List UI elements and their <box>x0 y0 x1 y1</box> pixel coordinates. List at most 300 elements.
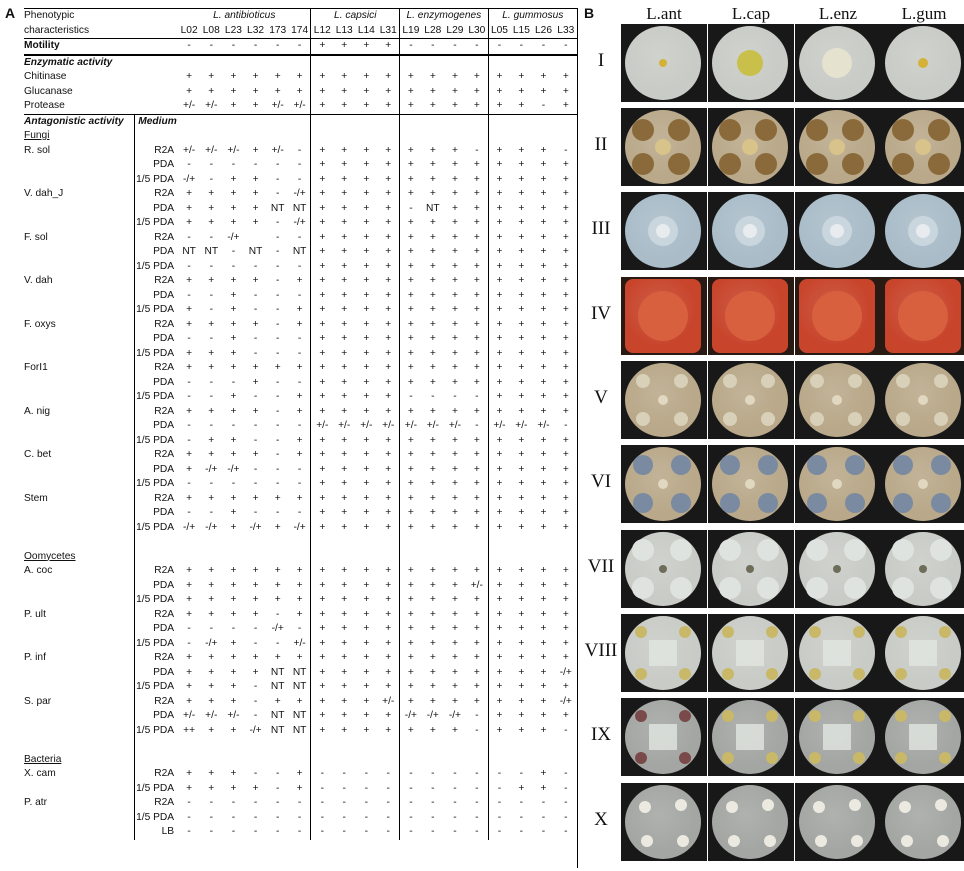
colony <box>939 626 951 638</box>
inhibition-halo <box>755 119 777 141</box>
table-cell: + <box>385 565 392 576</box>
table-cell: - <box>253 463 258 475</box>
table-cell: + <box>518 391 525 402</box>
empty-cell <box>244 55 266 71</box>
agar-plate <box>885 785 961 859</box>
colony <box>845 493 865 513</box>
medium-cell: PDA <box>135 666 178 681</box>
table-cell: + <box>540 478 547 489</box>
table-cell: + <box>311 216 333 231</box>
table-cell: + <box>562 594 569 605</box>
table-cell: + <box>429 463 436 475</box>
table-cell: + <box>363 391 370 402</box>
table-cell: + <box>385 521 392 533</box>
table-cell: + <box>518 463 525 475</box>
table-cell: + <box>518 565 525 576</box>
table-cell: + <box>488 651 510 666</box>
table-cell: + <box>488 448 510 463</box>
table-cell: + <box>186 304 193 315</box>
table-cell: + <box>518 521 525 533</box>
table-cell: + <box>518 289 525 301</box>
table-cell: + <box>540 188 547 199</box>
phenotype-table <box>24 8 577 840</box>
table-cell: + <box>451 478 458 489</box>
empty-cell <box>400 129 422 144</box>
colony <box>758 493 778 513</box>
colony <box>809 626 821 638</box>
table-cell: - <box>253 695 258 707</box>
row-spacer <box>135 55 178 71</box>
table-cell: - <box>253 637 258 649</box>
table-cell: + <box>341 347 348 359</box>
clear-zone <box>844 539 866 561</box>
table-cell: + <box>296 608 303 620</box>
inhibition-halo <box>842 119 864 141</box>
table-cell: + <box>473 405 480 417</box>
table-cell: + <box>385 681 392 692</box>
table-cell: + <box>451 623 458 634</box>
table-cell: + <box>562 231 569 243</box>
table-cell: + <box>230 695 237 707</box>
table-cell: + <box>333 99 355 114</box>
table-cell: - <box>209 304 213 315</box>
empty-cell <box>24 506 135 521</box>
table-cell: - <box>187 637 191 649</box>
empty-cell <box>355 550 377 565</box>
table-cell: + <box>429 260 436 272</box>
table-cell: + <box>562 71 569 82</box>
organism-row <box>24 419 577 434</box>
agar-plate <box>799 532 875 606</box>
colony <box>853 626 865 638</box>
table-cell: - <box>519 768 524 779</box>
table-cell: + <box>518 246 525 257</box>
table-cell: + <box>252 608 259 620</box>
table-cell: - <box>275 260 280 272</box>
strain-header: L23 <box>222 24 244 39</box>
table-cell: - <box>231 797 236 808</box>
colony <box>849 799 861 811</box>
table-cell: + <box>473 289 480 301</box>
table-cell: - <box>297 478 302 489</box>
table-cell: + <box>540 594 547 605</box>
table-cell: + <box>518 260 525 272</box>
plate-photo <box>708 698 794 776</box>
enzymatic-label: Enzymatic activity <box>24 56 113 68</box>
table-cell: + <box>208 608 215 620</box>
table-cell: + <box>311 492 333 507</box>
table-cell: - <box>564 724 568 736</box>
colony <box>659 59 667 67</box>
table-cell: + <box>341 405 348 417</box>
table-cell: - <box>400 782 422 797</box>
organism-row <box>24 347 577 362</box>
table-cell: + <box>311 303 333 318</box>
table-cell: + <box>252 405 259 417</box>
table-cell: + <box>451 217 458 228</box>
table-cell: + <box>400 434 422 449</box>
table-cell: + <box>451 579 458 591</box>
table-cell: + <box>186 318 193 330</box>
table-cell: + <box>377 99 399 114</box>
organism-row <box>24 332 577 347</box>
empty-cell <box>400 535 422 550</box>
table-cell: - <box>275 188 280 199</box>
empty-cell <box>488 753 510 768</box>
table-cell: + <box>429 666 436 678</box>
agar-plate <box>799 363 875 437</box>
table-cell: - <box>475 826 479 837</box>
strain-header: 174 <box>289 24 311 39</box>
table-cell: + <box>311 724 333 739</box>
agar-plate <box>712 279 788 353</box>
plate-photo <box>881 445 964 523</box>
table-cell: + <box>473 637 480 649</box>
empty-cell <box>311 129 333 144</box>
table-cell: + <box>518 85 525 97</box>
organism-row <box>24 579 577 594</box>
table-cell: - <box>187 826 191 837</box>
table-cell: + <box>208 782 215 794</box>
table-cell: - <box>297 420 302 431</box>
group-name: Bacteria <box>24 753 62 765</box>
table-cell: + <box>222 99 244 114</box>
table-cell: - <box>519 826 524 837</box>
table-cell: + <box>451 173 458 185</box>
table-cell: + <box>518 159 525 170</box>
empty-cell <box>377 114 399 129</box>
plate-photo <box>795 445 881 523</box>
inoculation-square <box>736 640 764 666</box>
table-cell: + <box>311 347 333 362</box>
empty-cell <box>510 550 532 565</box>
table-cell: + <box>208 434 215 446</box>
table-cell: + <box>311 564 333 579</box>
table-cell: + <box>385 217 392 228</box>
table-cell: + <box>230 666 237 678</box>
table-cell: + <box>252 85 259 97</box>
empty-cell <box>24 825 135 840</box>
agar-plate <box>885 110 961 184</box>
table-cell: + <box>540 246 547 257</box>
table-cell: + <box>274 492 281 504</box>
table-cell: - <box>342 811 346 823</box>
organism-row <box>24 622 577 637</box>
table-cell: + <box>518 608 525 620</box>
strain-header: L33 <box>555 24 577 39</box>
table-cell: + <box>186 85 193 97</box>
table-cell: -/+ <box>249 521 262 533</box>
table-cell: + <box>341 231 348 243</box>
table-cell: -/+ <box>448 710 462 721</box>
table-cell: + <box>252 362 259 373</box>
inoculation-square <box>649 724 677 750</box>
table-cell: - <box>275 159 280 170</box>
table-cell: + <box>208 594 215 605</box>
table-cell: + <box>555 99 577 114</box>
table-cell: + <box>562 173 569 185</box>
table-cell: + <box>230 202 237 214</box>
table-cell: + <box>400 99 422 114</box>
table-cell: + <box>540 71 547 82</box>
table-cell: + <box>451 362 458 373</box>
empty-cell <box>532 535 554 550</box>
table-cell: + <box>341 623 348 634</box>
colony <box>677 835 689 847</box>
table-cell: - <box>253 507 258 518</box>
table-cell: + <box>230 173 237 185</box>
table-cell: + <box>230 579 237 591</box>
table-cell: + <box>385 159 392 170</box>
table-cell: + <box>429 85 436 97</box>
clear-zone <box>892 577 914 599</box>
table-cell: + <box>488 390 510 405</box>
table-cell: - <box>244 39 266 55</box>
table-cell: + <box>488 564 510 579</box>
table-cell: - <box>466 39 488 55</box>
empty-cell <box>289 129 311 144</box>
table-cell: - <box>297 507 302 518</box>
table-cell: + <box>540 492 547 504</box>
table-cell: + <box>296 695 303 707</box>
empty-cell <box>444 129 466 144</box>
table-cell: + <box>400 666 422 681</box>
table-cell: + <box>363 521 370 533</box>
colony <box>895 752 907 764</box>
table-cell: + <box>296 362 303 373</box>
table-cell: + <box>341 333 348 344</box>
table-cell: + <box>230 652 237 663</box>
table-cell: + <box>429 275 436 286</box>
empty-cell <box>466 535 488 550</box>
table-cell: + <box>385 637 392 649</box>
table-cell: - <box>342 826 346 837</box>
table-cell: + <box>341 724 348 736</box>
empty-cell <box>466 738 488 753</box>
empty-cell <box>333 55 355 71</box>
table-cell: + <box>400 521 422 536</box>
table-cell: NT <box>292 202 307 214</box>
table-cell: + <box>341 710 348 721</box>
empty-cell <box>267 753 289 768</box>
table-cell: -/+ <box>183 173 196 185</box>
table-cell: + <box>341 362 348 373</box>
table-cell: + <box>385 623 392 634</box>
agar-plate <box>625 110 701 184</box>
table-cell: + <box>296 579 303 591</box>
table-cell: + <box>208 275 215 286</box>
table-cell: + <box>562 463 569 475</box>
empty-cell <box>532 129 554 144</box>
empty-cell <box>24 579 135 594</box>
table-cell: + <box>186 71 193 82</box>
plate-photo <box>881 361 964 439</box>
table-cell: + <box>385 275 392 286</box>
empty-cell <box>178 550 200 565</box>
table-cell: + <box>363 463 370 475</box>
organism-row <box>24 637 577 652</box>
table-cell: + <box>540 289 547 301</box>
table-cell: + <box>488 216 510 231</box>
colony <box>918 395 928 405</box>
table-cell: + <box>429 144 436 156</box>
empty-cell <box>24 303 135 318</box>
table-cell: - <box>297 797 302 808</box>
empty-cell <box>400 55 422 71</box>
table-cell: + <box>473 507 480 518</box>
colony <box>807 455 827 475</box>
table-cell: - <box>475 768 479 779</box>
table-cell: + <box>385 652 392 663</box>
medium-cell: 1/5 PDA <box>135 782 178 797</box>
table-cell: - <box>209 333 213 344</box>
strain-header: L15 <box>510 24 532 39</box>
empty-cell <box>355 738 377 753</box>
organism-row <box>24 811 577 826</box>
empty-cell <box>289 738 311 753</box>
table-cell: +/- <box>183 710 196 721</box>
table-cell: + <box>230 724 237 736</box>
strain-header: L05 <box>488 24 510 39</box>
agar-plate <box>799 447 875 521</box>
table-cell: + <box>186 666 193 678</box>
empty-cell <box>24 782 135 797</box>
organism-name: P. inf <box>24 652 46 663</box>
table-cell: + <box>540 710 547 721</box>
table-cell: + <box>341 391 348 402</box>
table-cell: + <box>385 347 392 359</box>
colony <box>635 626 647 638</box>
plate-photo <box>795 698 881 776</box>
organism-name: Stem <box>24 492 48 504</box>
table-cell: - <box>231 420 236 431</box>
table-cell: + <box>341 565 348 576</box>
table-cell: + <box>186 362 193 373</box>
table-cell: -/+ <box>293 217 306 228</box>
table-cell: NT <box>270 724 285 736</box>
clear-zone <box>844 577 866 599</box>
table-cell: + <box>230 71 237 82</box>
table-cell: + <box>429 304 436 315</box>
empty-cell <box>178 114 200 129</box>
table-cell: + <box>518 579 525 591</box>
organism-row <box>24 245 577 260</box>
colony <box>919 565 927 573</box>
table-cell: + <box>540 782 547 794</box>
empty-cell <box>311 550 333 565</box>
table-cell: + <box>488 724 510 739</box>
colony <box>939 710 951 722</box>
table-cell: + <box>311 666 333 681</box>
table-cell: + <box>562 492 569 504</box>
organism-row <box>24 564 577 579</box>
strain-header: L12 <box>311 24 333 39</box>
table-cell: + <box>451 405 458 417</box>
row-spacer <box>135 70 178 85</box>
empty-cell <box>333 535 355 550</box>
table-cell: + <box>186 782 193 794</box>
table-cell: + <box>363 652 370 663</box>
colony <box>895 668 907 680</box>
table-cell: + <box>252 449 259 460</box>
table-cell: + <box>385 478 392 489</box>
table-cell: + <box>186 405 193 417</box>
table-cell: - <box>564 811 568 823</box>
table-cell: + <box>341 71 348 82</box>
table-cell: NT <box>270 681 285 692</box>
empty-cell <box>244 114 266 129</box>
table-cell: + <box>473 492 480 504</box>
spacer-row <box>24 535 577 550</box>
table-cell: + <box>341 637 348 649</box>
empty-cell <box>244 738 266 753</box>
table-cell: + <box>296 304 303 315</box>
table-cell: + <box>311 695 333 710</box>
empty-cell <box>400 753 422 768</box>
table-cell: + <box>186 594 193 605</box>
strain-header: L02 <box>178 24 200 39</box>
table-cell: + <box>488 318 510 333</box>
empty-cell <box>422 114 444 129</box>
empty-cell <box>510 129 532 144</box>
colony <box>720 493 740 513</box>
table-cell: + <box>400 70 422 85</box>
empty-cell <box>289 550 311 565</box>
table-cell: +/- <box>205 710 218 721</box>
table-cell: + <box>208 362 215 373</box>
organism-row <box>24 260 577 275</box>
plate-row-label: V <box>594 387 608 408</box>
table-cell: - <box>475 724 479 736</box>
table-cell: + <box>208 652 215 663</box>
table-cell: + <box>562 376 569 388</box>
table-cell: - <box>222 39 244 55</box>
table-cell: + <box>540 623 547 634</box>
table-cell: + <box>341 260 348 272</box>
table-cell: + <box>429 594 436 605</box>
colony <box>829 139 845 155</box>
organism-name: P. ult <box>24 608 46 620</box>
empty-cell <box>355 129 377 144</box>
table-cell: + <box>363 695 370 707</box>
agar-plate <box>625 616 701 690</box>
table-cell: - <box>297 289 302 301</box>
empty-cell <box>24 680 135 695</box>
plate-photo <box>708 24 794 102</box>
organism-name: ForI1 <box>24 362 48 373</box>
table-cell: + <box>400 216 422 231</box>
table-cell: + <box>451 231 458 243</box>
colony <box>934 412 948 426</box>
table-cell: + <box>385 85 392 97</box>
group-name: Fungi <box>24 130 50 141</box>
empty-cell <box>24 173 135 188</box>
colony <box>851 835 863 847</box>
table-cell: + <box>562 333 569 344</box>
table-cell: + <box>451 304 458 315</box>
table-cell: - <box>444 39 466 55</box>
table-cell: - <box>253 623 258 634</box>
table-cell: + <box>385 724 392 736</box>
table-cell: + <box>562 608 569 620</box>
table-cell: + <box>363 246 370 257</box>
inoculation-square <box>909 724 937 750</box>
empty-cell <box>24 593 135 608</box>
clear-zone <box>930 539 952 561</box>
table-cell: + <box>208 347 215 359</box>
table-cell: - <box>342 782 346 794</box>
table-cell: - <box>187 333 191 344</box>
